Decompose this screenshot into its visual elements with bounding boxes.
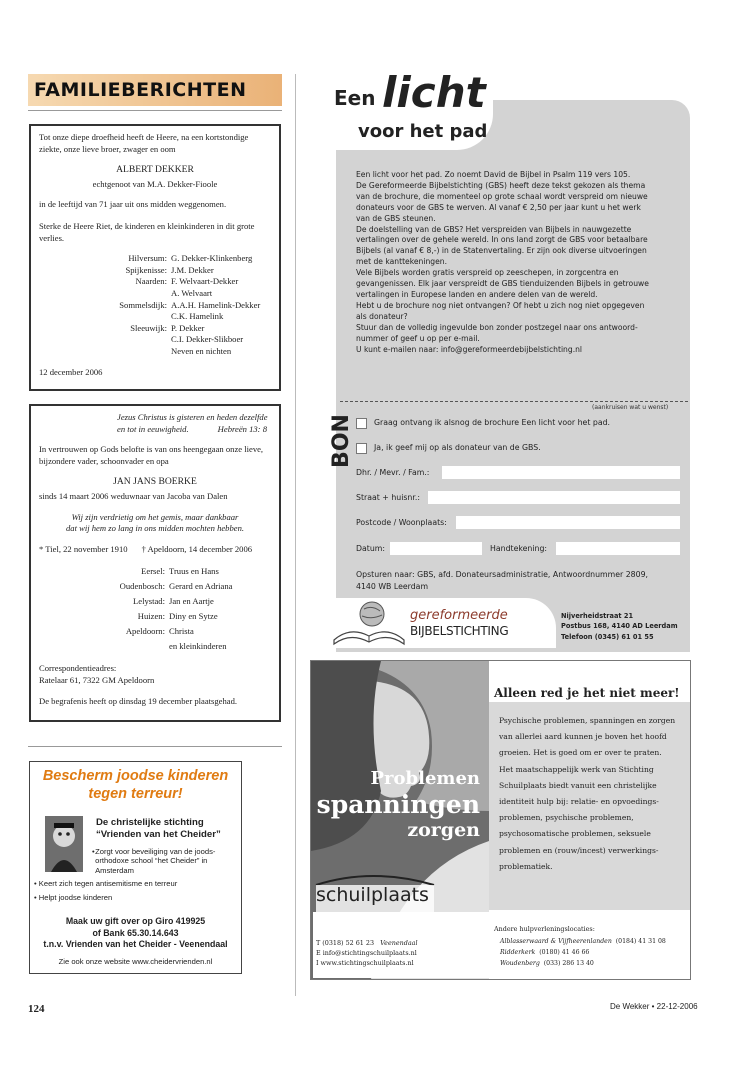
death-notice-boerke: [29, 404, 281, 722]
relative-row: C.K. Hamelink: [171, 311, 224, 322]
name-field[interactable]: [442, 466, 680, 479]
name-field-label: Dhr. / Mevr. / Fam.:: [356, 468, 430, 477]
widower-line: sinds 14 maart 2006 weduwnaar van Jacoba van Dalen: [39, 490, 228, 501]
header-divider: [28, 110, 282, 111]
child-portrait-icon: [45, 816, 83, 872]
gbs-title-big: licht: [382, 68, 486, 117]
section-title: FAMILIEBERICHTEN: [34, 79, 247, 101]
gbs-logo-line-2: BIJBELSTICHTING: [410, 624, 509, 638]
relative-row: Spijkenisse: J.M. Dekker: [125, 264, 214, 275]
street-field-label: Straat + huisnr.:: [356, 493, 420, 502]
tick-note: (aankruisen wat u wenst): [592, 404, 669, 411]
spouse-line: echtgenoot van M.A. Dekker-Fioole: [92, 178, 218, 189]
coupon-cut-line: [340, 401, 688, 402]
relative-row: Lelystad: Jan en Aartje: [133, 596, 214, 607]
relative-row: en kleinkinderen: [169, 641, 227, 652]
gbs-title-small: Een: [334, 86, 376, 110]
brochure-checkbox[interactable]: [356, 418, 367, 429]
signature-field[interactable]: [556, 542, 680, 555]
cheider-ad: [29, 761, 242, 974]
bon-label: BON: [329, 414, 354, 468]
left-column-divider: [28, 746, 282, 747]
street-field[interactable]: [428, 491, 680, 504]
relative-row: Naarden: F. Welvaart-Dekker: [135, 276, 239, 287]
scripture-quote-2: en tot in eeuwigheid. Hebreën 13: 8: [117, 423, 267, 434]
birth-date: * Tiel, 22 november 1910: [39, 543, 128, 554]
relative-row: Eersel: Truus en Hans: [141, 566, 219, 577]
send-to-line-2: 4140 WB Leerdam: [356, 582, 429, 591]
cheider-gift-info: Maak uw gift over op Giro 419925 of Bank 65.30.14.643 t.n.v. Vrienden van het Cheider - Veenendaal: [43, 916, 228, 950]
comfort-line: Sterke de Heere Riet, de kinderen en kleinkinderen in dit grote verlies.: [39, 220, 255, 243]
cheider-photo: [45, 816, 83, 872]
relative-row: Sleeuwijk: P. Dekker: [130, 322, 205, 333]
contact-website[interactable]: I www.stichtingschuilplaats.nl: [316, 959, 414, 968]
other-locations-list: [500, 937, 666, 969]
date-field-label: Datum:: [356, 544, 386, 553]
cheider-bullet-2: • Keert zich tegen antisemitisme en terreur: [34, 879, 178, 888]
cheider-headline: Bescherm joodse kinderen tegen terreur!: [42, 768, 229, 802]
cheider-website[interactable]: Zie ook onze website www.cheidervrienden.nl: [58, 957, 213, 966]
column-divider: [295, 74, 296, 996]
scripture-quote-1: Jezus Christus is gisteren en heden dezelfde: [117, 412, 268, 422]
death-date: † Apeldoorn, 14 december 2006: [141, 543, 253, 554]
page-number: 124: [28, 1003, 45, 1015]
schuilplaats-overlay: Problemen spanningen zorgen: [316, 768, 480, 841]
funeral-line: De begrafenis heeft op dinsdag 19 december plaatsgehad.: [39, 695, 238, 706]
option-brochure-label: Graag ontvang ik alsnog de brochure Een licht voor het pad.: [374, 418, 611, 427]
contact-phone: T (0318) 52 61 23 Veenendaal: [316, 939, 418, 947]
deceased-name: ALBERT DEKKER: [116, 164, 194, 176]
date-field[interactable]: [390, 542, 482, 555]
cheider-org: De christelijke stichting “Vrienden van het Cheider”: [96, 817, 221, 840]
relative-row: Huizen: Diny en Sytze: [137, 611, 218, 622]
donor-checkbox[interactable]: [356, 443, 367, 454]
publication-footer: De Wekker • 22-12-2006: [610, 1002, 698, 1011]
location-row: Alblasserwaard & Vijfheerenlanden (0184) 41 31 08: [500, 938, 666, 945]
notice-date: 12 december 2006: [39, 366, 103, 377]
schuilplaats-logo: schuilplaats: [316, 884, 429, 906]
relative-row: Apeldoorn: Christa: [125, 626, 194, 637]
postcode-field[interactable]: [456, 516, 680, 529]
section-header: [28, 74, 282, 106]
other-locations-title: Andere hulpverleningslocaties:: [494, 925, 595, 933]
birth-death-line: [39, 544, 271, 556]
relatives-list: [39, 564, 271, 654]
location-row: Ridderkerk (0180) 41 46 66: [500, 948, 590, 956]
signature-field-label: Handtekening:: [490, 544, 548, 553]
relative-row: A. Welvaart: [171, 287, 213, 298]
contact-email[interactable]: E info@stichtingschuilplaats.nl: [316, 949, 417, 958]
relative-row: Oudenbosch: Gerard en Adriana: [119, 581, 233, 592]
death-notice-dekker: [29, 124, 281, 391]
cheider-bullet-3: • Helpt joodse kinderen: [34, 893, 113, 902]
schuilplaats-headline: Alleen red je het niet meer!: [494, 686, 680, 700]
gbs-body: Een licht voor het pad. Zo noemt David de Bijbel in Psalm 119 vers 105. De Gereformeerde Bijbelstichting (GBS) heeft deze tekst gekozen als thema van de brochure, die momenteel op grote schaal wordt verspreid om nieuwe donateurs voor de GBS te werven. Al vanaf € 2,50 per jaar kunt u het werk van de GBS steunen. De doelstelling van de GBS? Het verspreiden van Bijbels in nauwgezette vertalingen over de gehele wereld. In ons land zorgt de GBS voor betaalbare Bijbels (al vanaf € 8,-) in de Statenvertaling. Er zijn ook diverse uitvoeringen met de kanttekeningen. Vele Bijbels worden gratis verspreid op zeeschepen, in zorgcentra en gevangenissen. Elk jaar verspreidt de GBS tienduizenden Bijbels in getrouwe vertalingen in Europese landen en andere delen van de wereld. Hebt u de brochure nog niet ontvangen? Of hebt u zich nog niet opgegeven als donateur? Stuur dan de volledig ingevulde bon zonder postzegel naar ons antwoord- nummer of geef u op per e-mail. U kunt e-mailen naar: info@gereformeerdebijbelstichting.nl: [356, 170, 649, 354]
notice-intro: In vertrouwen op Gods belofte is van ons heengegaan onze lieve, bijzondere vader, schoonvader en opa: [39, 444, 264, 466]
send-to-line-1: Opsturen naar: GBS, afd. Donateursadministratie, Antwoordnummer 2809,: [356, 570, 649, 579]
open-bible-globe-icon: [330, 600, 408, 646]
relatives-list: [39, 253, 271, 357]
relative-row: Hilversum: G. Dekker-Klinkenberg: [128, 253, 253, 264]
gratitude-line-1: Wij zijn verdrietig om het gemis, maar dankbaar: [71, 511, 239, 522]
age-line: in de leeftijd van 71 jaar uit ons midden weggenomen.: [39, 199, 227, 210]
gbs-title-sub: voor het pad: [358, 121, 488, 142]
location-row: Woudenberg (033) 286 13 40: [500, 959, 594, 967]
deceased-name: JAN JANS BOERKE: [113, 476, 197, 488]
schuilplaats-contact: [316, 938, 418, 969]
correspondence-address: Ratelaar 61, 7322 GM Apeldoorn: [39, 674, 155, 685]
scripture-reference: Hebreën 13: 8: [217, 423, 267, 434]
gbs-address: Nijverheidstraat 21 Postbus 168, 4140 AD Leerdam Telefoon (0345) 61 01 55: [561, 612, 678, 641]
gratitude-line-2: dat wij hem zo lang in ons midden mochten hebben.: [65, 523, 245, 534]
gbs-logo-line-1: gereformeerde: [410, 608, 508, 623]
relative-row: Sommelsdijk: A.A.H. Hamelink-Dekker: [119, 299, 261, 310]
notice-intro: Tot onze diepe droefheid heeft de Heere, na een kortstondige ziekte, onze lieve broer, zwager en oom: [39, 132, 249, 154]
relative-row: C.I. Dekker-Slikboer: [171, 334, 244, 345]
option-donor-label: Ja, ik geef mij op als donateur van de GBS.: [374, 443, 541, 452]
postcode-field-label: Postcode / Woonplaats:: [356, 518, 447, 527]
correspondence-label: Correspondentieadres:: [39, 663, 117, 674]
schuilplaats-body: Psychische problemen, spanningen en zorgen van allerlei aard kunnen je boven het hoofd groeien. Het is goed om er over te praten. Het maatschappelijk werk van Stichting Schuilplaats biedt vanuit een christelijke identiteit hulp bij: relatie- en opvoedings- problemen, psychische problemen, psychosomatische problemen, seksuele problemen en (rouw/incest) verwerkings- problematiek.: [499, 716, 676, 871]
relative-row: Neven en nichten: [171, 345, 232, 356]
cheider-bullet-1: • Zorgt voor beveiliging van de joods-orthodoxe school “het Cheider” in Amsterdam: [92, 847, 216, 875]
